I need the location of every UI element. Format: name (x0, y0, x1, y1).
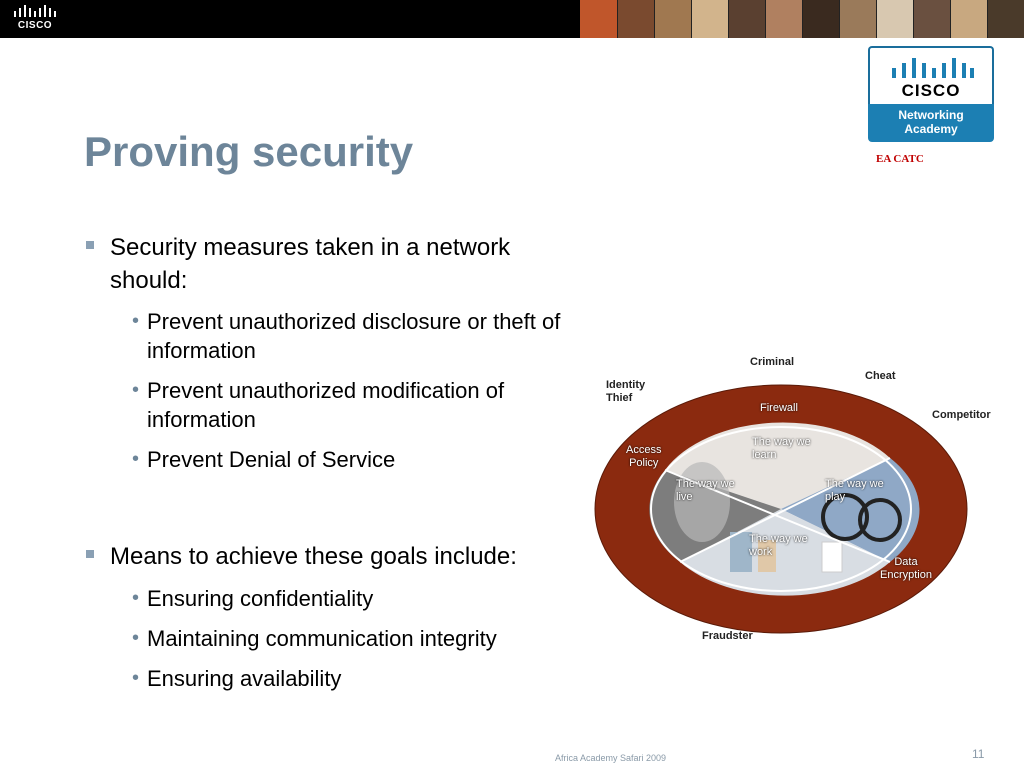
label-line: The way we (752, 436, 811, 448)
bullet-text: Means to achieve these goals include: (110, 543, 517, 570)
academy-wordmark: CISCO (901, 81, 961, 100)
bullet-text: Security measures taken in a network (110, 234, 511, 261)
label-identity-thief (606, 379, 645, 405)
label-firewall: Firewall (760, 402, 798, 414)
academy-logo-top (868, 46, 994, 104)
header-photo (654, 0, 691, 38)
header-photo (580, 0, 617, 38)
header-photo (802, 0, 839, 38)
header-photo (950, 0, 987, 38)
label-way-we-work (749, 533, 808, 559)
slide-title: Proving security (84, 128, 414, 175)
ring-graphic (590, 352, 1010, 652)
label-way-we-live (676, 478, 735, 504)
header-photo (728, 0, 765, 38)
dot-bullet-icon: • (132, 667, 140, 689)
label-line: The way we (825, 478, 884, 490)
security-ring-diagram (590, 352, 1010, 652)
label-way-we-learn (752, 436, 811, 462)
label-data-encryption (880, 556, 932, 582)
square-bullet-icon (86, 550, 94, 558)
sub-bullet-text: information (147, 407, 256, 432)
label-fraudster: Fraudster (702, 630, 753, 642)
label-cheat: Cheat (865, 370, 896, 382)
label-way-we-play (825, 478, 884, 504)
header-bar (0, 0, 1024, 38)
label-line: Data (894, 556, 918, 568)
bullet-text: should: (110, 267, 188, 294)
label-criminal: Criminal (750, 356, 795, 368)
dot-bullet-icon: • (132, 587, 140, 609)
label-line: play (825, 491, 846, 503)
academy-logo-bottom (868, 104, 994, 142)
photo-strip (580, 0, 1024, 38)
label-line: Thief (606, 392, 633, 404)
cisco-bars-icon (12, 5, 58, 19)
sub-bullet-text: Ensuring availability (147, 666, 342, 691)
header-photo (765, 0, 802, 38)
sub-bullet-text: information (147, 338, 256, 363)
label-access-policy (626, 444, 661, 470)
cisco-brand-logo (12, 5, 64, 35)
label-line: live (676, 491, 693, 503)
header-photo (839, 0, 876, 38)
label-line: Access (626, 444, 662, 456)
label-line: learn (752, 449, 777, 461)
label-line: The way we (749, 533, 808, 545)
header-photo (913, 0, 950, 38)
label-line: The way we (676, 478, 735, 490)
academy-line-1: Networking (898, 108, 964, 122)
label-line: work (749, 546, 773, 558)
dot-bullet-icon: • (132, 379, 140, 401)
page-number: 11 (972, 747, 985, 761)
footer-source: Africa Academy Safari 2009 (555, 753, 667, 763)
brand-wordmark: CISCO (17, 20, 53, 31)
cisco-bars-icon (890, 58, 974, 80)
sub-bullet-text: Prevent unauthorized disclosure or theft of (147, 309, 561, 334)
catc-tag: EA CATC (876, 153, 924, 165)
dot-bullet-icon: • (132, 627, 140, 649)
sub-bullet-text: Ensuring confidentiality (147, 586, 374, 611)
header-photo (617, 0, 654, 38)
label-line: Policy (629, 457, 659, 469)
header-photo (876, 0, 913, 38)
header-photo (691, 0, 728, 38)
header-photo (987, 0, 1024, 38)
square-bullet-icon (86, 241, 94, 249)
dot-bullet-icon: • (132, 310, 140, 332)
label-line: Encryption (880, 569, 932, 581)
sub-bullet-text: Maintaining communication integrity (147, 626, 497, 651)
dot-bullet-icon: • (132, 448, 140, 470)
label-competitor: Competitor (932, 409, 991, 421)
networking-academy-logo (868, 46, 994, 142)
label-line: Identity (606, 379, 646, 391)
academy-line-2: Academy (904, 122, 958, 136)
sub-bullet-text: Prevent unauthorized modification of (147, 378, 505, 403)
sub-bullet-text: Prevent Denial of Service (147, 447, 396, 472)
